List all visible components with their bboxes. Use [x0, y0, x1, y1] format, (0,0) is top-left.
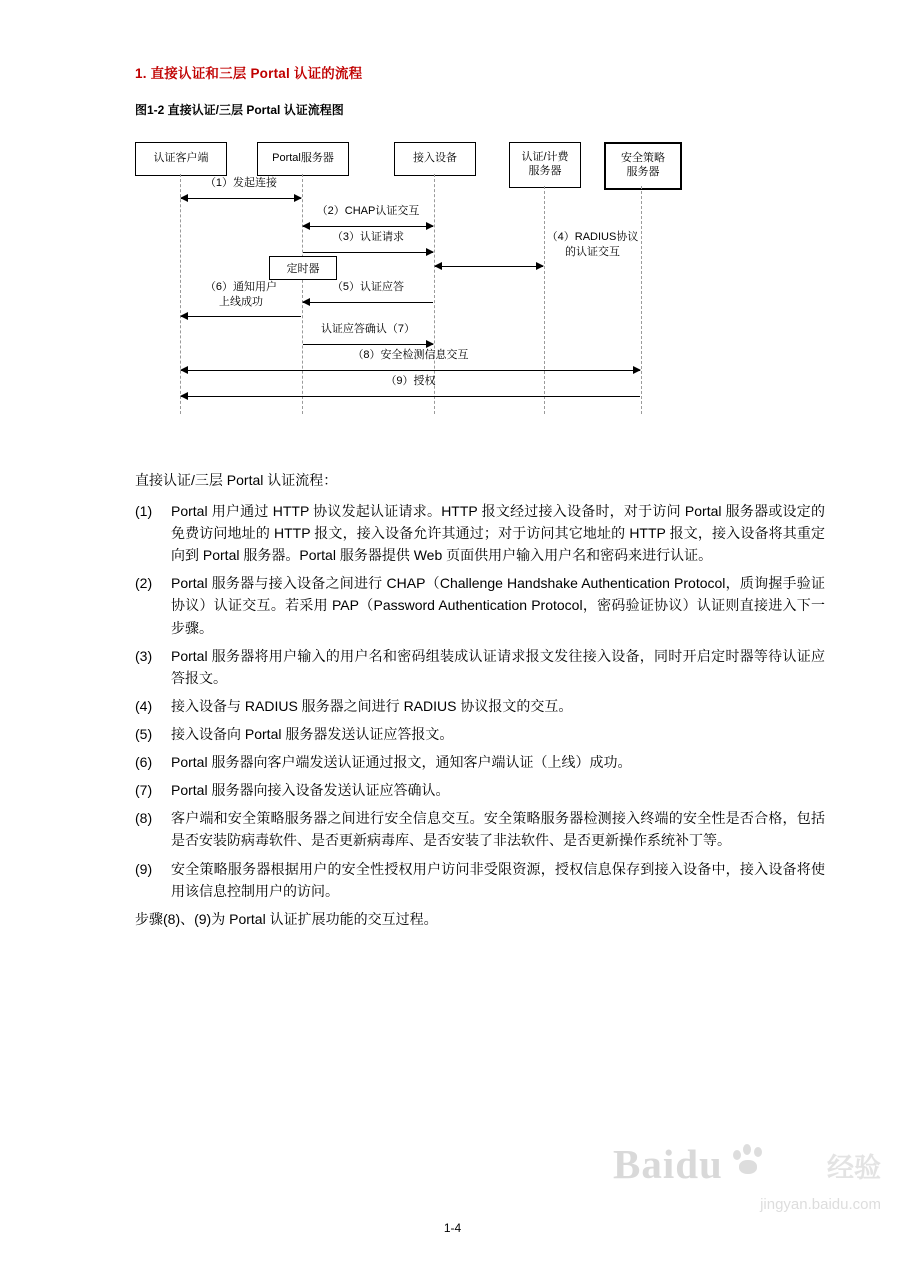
- arrow-5: [303, 302, 433, 303]
- msg-7: 认证应答确认（7）: [320, 323, 416, 335]
- list-item: [135, 695, 825, 717]
- arrow-7: [303, 344, 433, 345]
- arrowhead-5-left: [302, 298, 310, 306]
- step-text: 接入设备向 Portal 服务器发送认证应答报文。: [171, 725, 454, 742]
- arrowhead-4-left: [434, 262, 442, 270]
- arrow-2: [303, 226, 433, 227]
- node-access-device: [394, 142, 476, 176]
- node-label: 接入设备: [413, 152, 457, 165]
- node-aaa-server: [509, 142, 581, 188]
- lead-paragraph: 直接认证/三层 Portal 认证流程：: [135, 472, 338, 488]
- arrowhead-3-right: [426, 248, 434, 256]
- page-title: 1. 直接认证和三层 Portal 认证的流程: [135, 66, 363, 81]
- list-item: [135, 500, 825, 566]
- step-text: 客户端和安全策略服务器之间进行安全信息交互。安全策略服务器检测接入终端的安全性是否合格，包括是否安装防病毒软件、是否更新病毒库、是否安装了非法软件、是否更新操作系统补丁等。: [171, 810, 825, 849]
- msg-2: （2）CHAP认证交互: [316, 205, 420, 217]
- list-item: [135, 858, 825, 902]
- step-text: Portal 用户通过 HTTP 协议发起认证请求。HTTP 报文经过接入设备时，对于访问 Portal 服务器或设定的免费访问地址的 HTTP 报文，接入设备允许其通过；对于访问其它地址的 HTTP 报文，接入设备将其重定向到 Portal 服务器。Portal 服务器提供 Web 页面供用户输入用户名和密码来进行认证。: [171, 503, 825, 564]
- page-number: 1-4: [443, 1221, 462, 1235]
- arrowhead-8-left: [180, 366, 188, 374]
- step-number: (9): [135, 860, 153, 877]
- step-number: (3): [135, 647, 153, 664]
- arrowhead-1-left: [180, 194, 188, 202]
- closing-text: 步骤(8)、(9)为 Portal 认证扩展功能的交互过程。: [135, 910, 438, 927]
- step-number: (6): [135, 754, 153, 771]
- msg-4-line1: （4）RADIUS协议: [546, 231, 639, 243]
- step-text: 安全策略服务器根据用户的安全性授权用户访问非受限资源，授权信息保存到接入设备中，接入设备将使用该信息控制用户的访问。: [171, 860, 825, 899]
- node-label-line2: 服务器: [528, 165, 562, 177]
- closing-paragraph: [135, 908, 825, 930]
- node-label: Portal服务器: [272, 152, 334, 165]
- paw-icon: [731, 1142, 769, 1176]
- step-number: (5): [135, 725, 153, 742]
- arrowhead-1-right: [294, 194, 302, 202]
- msg-8: （8）安全检测信息交互: [352, 349, 469, 361]
- step-number: (7): [135, 782, 153, 799]
- arrow-1: [181, 198, 301, 199]
- arrowhead-9-left: [180, 392, 188, 400]
- msg-3: （3）认证请求: [331, 231, 405, 243]
- step-text: 接入设备与 RADIUS 服务器之间进行 RADIUS 协议报文的交互。: [171, 697, 573, 714]
- list-item: [135, 807, 825, 851]
- step-number: (4): [135, 697, 153, 714]
- msg-4-line2: 的认证交互: [565, 246, 620, 258]
- arrow-9: [181, 396, 640, 397]
- steps-list: [135, 500, 825, 936]
- arrow-3: [303, 252, 433, 253]
- msg-5: （5）认证应答: [331, 281, 405, 293]
- list-item: [135, 751, 825, 773]
- figure-caption: 图1-2 直接认证/三层 Portal 认证流程图: [135, 103, 344, 117]
- watermark: [613, 1140, 883, 1226]
- node-label-line2: 服务器: [626, 166, 660, 178]
- list-item: [135, 645, 825, 689]
- list-item: [135, 723, 825, 745]
- arrow-8: [181, 370, 640, 371]
- node-security-policy-server: [604, 142, 682, 190]
- node-label-line1: 认证/计费: [521, 151, 569, 164]
- arrow-6: [181, 316, 301, 317]
- msg-9: （9）授权: [385, 375, 436, 387]
- list-item: [135, 572, 825, 638]
- node-label-line1: 安全策略: [621, 152, 665, 165]
- sequence-diagram: [135, 132, 775, 422]
- watermark-url: jingyan.baidu.com: [760, 1196, 881, 1213]
- node-portal-server: [257, 142, 349, 176]
- msg-6-line2: 上线成功: [219, 296, 263, 308]
- watermark-cn: 经验: [827, 1153, 881, 1183]
- watermark-brand: Baidu: [613, 1141, 723, 1187]
- step-number: (1): [135, 503, 153, 519]
- node-label: 认证客户端: [153, 152, 209, 165]
- msg-6-line1: （6）通知用户: [204, 281, 278, 293]
- list-item: [135, 779, 825, 801]
- arrowhead-8-right: [633, 366, 641, 374]
- step-number: (2): [135, 575, 153, 592]
- step-text: Portal 服务器向接入设备发送认证应答确认。: [171, 782, 450, 799]
- arrowhead-2-left: [302, 222, 310, 230]
- step-number: (8): [135, 810, 153, 827]
- msg-1: （1）发起连接: [204, 177, 278, 189]
- timer-box: 定时器: [269, 256, 337, 280]
- node-auth-client: [135, 142, 227, 176]
- lifeline-security-server: [641, 186, 642, 414]
- arrowhead-7-right: [426, 340, 434, 348]
- step-text: Portal 服务器向客户端发送认证通过报文，通知客户端认证（上线）成功。: [171, 754, 632, 771]
- step-text: Portal 服务器与接入设备之间进行 CHAP（Challenge Handshake Authentication Protocol，质询握手验证协议）认证交互。若采用 PAP（Password Authentication Protocol，密码验证协议）认证则直接进入下一步骤。: [171, 575, 825, 636]
- step-text: Portal 服务器将用户输入的用户名和密码组装成认证请求报文发往接入设备，同时开启定时器等待认证应答报文。: [171, 647, 825, 686]
- arrowhead-2-right: [426, 222, 434, 230]
- arrowhead-4-right: [536, 262, 544, 270]
- arrow-4: [435, 266, 543, 267]
- arrowhead-6-left: [180, 312, 188, 320]
